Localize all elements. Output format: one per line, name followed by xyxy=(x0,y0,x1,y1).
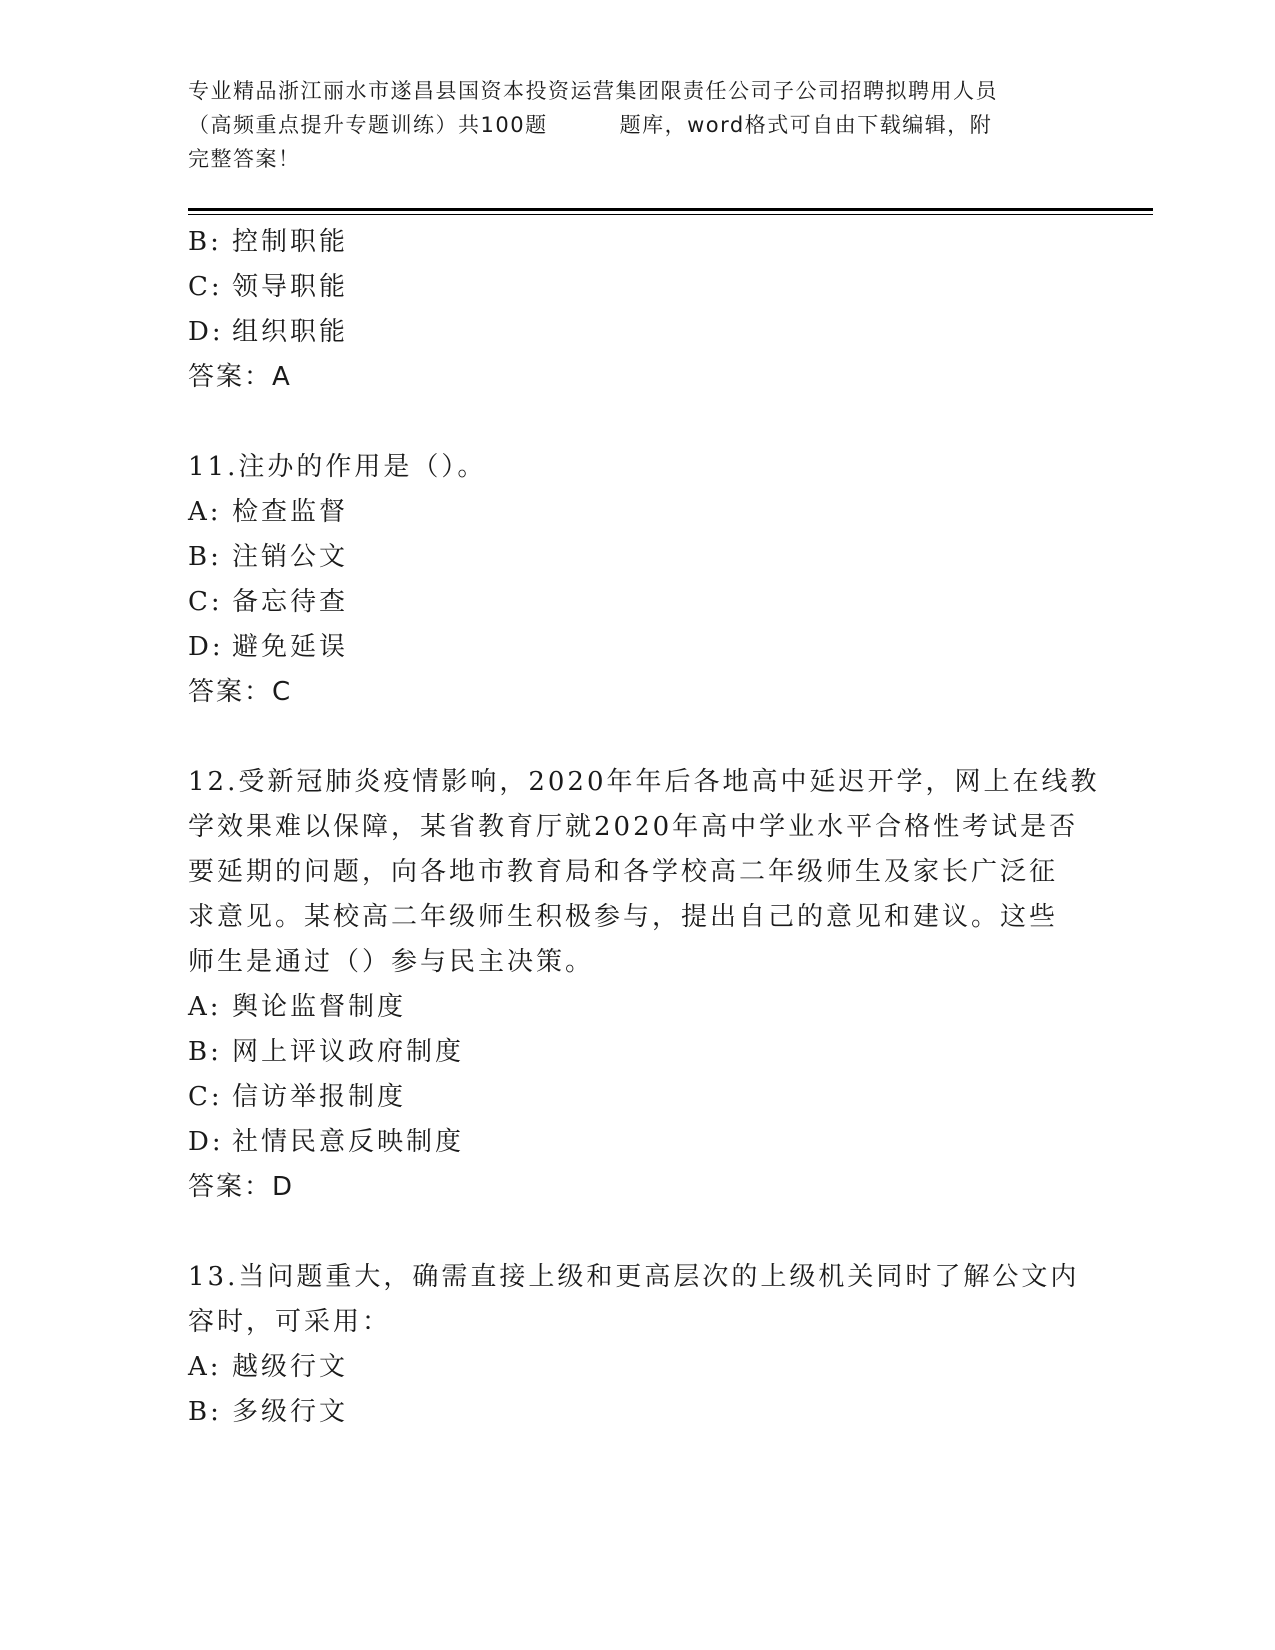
option-c xyxy=(188,265,1088,310)
option-d xyxy=(188,625,1088,670)
question-content xyxy=(188,220,1100,1435)
question-stem-line: 12.受新冠肺炎疫情影响，2020年年后各地高中延迟开学，网上在线教 xyxy=(188,767,1100,797)
option-text: 检查监督 xyxy=(232,497,349,527)
option-key: A: xyxy=(188,992,222,1022)
spacer xyxy=(188,1210,1088,1255)
option-key: B: xyxy=(188,1397,222,1427)
option-b xyxy=(188,1030,1088,1075)
question-11 xyxy=(188,445,1088,715)
option-text: 避免延误 xyxy=(232,632,349,662)
option-text: 越级行文 xyxy=(232,1352,349,1382)
header-divider-thin xyxy=(188,214,1153,215)
header-line-2 xyxy=(188,108,1088,142)
option-key: D: xyxy=(188,317,224,347)
option-key: A: xyxy=(188,1352,222,1382)
option-key: D: xyxy=(188,632,224,662)
option-a xyxy=(188,1345,1088,1390)
question-12 xyxy=(188,760,1100,1210)
option-a xyxy=(188,985,1088,1030)
question-stem-line: 容时，可采用： xyxy=(188,1307,392,1337)
question-stem-line: 要延期的问题，向各地市教育局和各学校高二年级师生及家长广泛征 xyxy=(188,857,1059,887)
header-line-3: 完整答案！ xyxy=(188,147,301,171)
option-key: B: xyxy=(188,1037,222,1067)
option-text: 领导职能 xyxy=(232,272,349,302)
option-b xyxy=(188,535,1088,580)
option-key: C: xyxy=(188,272,223,302)
option-text: 舆论监督制度 xyxy=(232,992,407,1022)
option-text: 控制职能 xyxy=(232,227,349,257)
option-text: 注销公文 xyxy=(232,542,349,572)
option-text: 社情民意反映制度 xyxy=(232,1127,465,1157)
option-d xyxy=(188,1120,1088,1165)
spacer xyxy=(188,715,1088,760)
header-line-2-part-2: 题库，word格式可自由下载编辑，附 xyxy=(619,113,993,137)
option-key: C: xyxy=(188,587,223,617)
option-text: 网上评议政府制度 xyxy=(232,1037,465,1067)
question-stem-line: 学效果难以保障，某省教育厅就2020年高中学业水平合格性考试是否 xyxy=(188,812,1079,842)
document-header xyxy=(188,74,1088,176)
option-text: 多级行文 xyxy=(232,1397,349,1427)
option-c xyxy=(188,580,1088,625)
answer: 答案：A xyxy=(188,362,292,392)
option-text: 信访举报制度 xyxy=(232,1082,407,1112)
question-10-tail xyxy=(188,220,1088,400)
option-b xyxy=(188,220,1088,265)
option-key: C: xyxy=(188,1082,223,1112)
option-text: 组织职能 xyxy=(232,317,349,347)
header-line-2-part-1: （高频重点提升专题训练）共100题 xyxy=(188,113,548,137)
option-a xyxy=(188,490,1088,535)
question-stem: 11.注办的作用是（）。 xyxy=(188,452,487,482)
option-key: D: xyxy=(188,1127,224,1157)
option-key: A: xyxy=(188,497,222,527)
option-c xyxy=(188,1075,1088,1120)
option-key: B: xyxy=(188,542,222,572)
option-b xyxy=(188,1390,1088,1435)
answer: 答案：D xyxy=(188,1172,295,1202)
question-stem-line: 师生是通过（）参与民主决策。 xyxy=(188,947,595,977)
answer: 答案：C xyxy=(188,677,293,707)
question-stem-line: 13.当问题重大，确需直接上级和更高层次的上级机关同时了解公文内 xyxy=(188,1262,1080,1292)
option-text: 备忘待查 xyxy=(232,587,349,617)
header-line-1: 专业精品浙江丽水市遂昌县国资本投资运营集团限责任公司子公司招聘拟聘用人员 xyxy=(188,79,998,103)
option-key: B: xyxy=(188,227,222,257)
option-d xyxy=(188,310,1088,355)
header-divider-thick xyxy=(188,208,1153,211)
spacer xyxy=(188,400,1088,445)
question-13 xyxy=(188,1255,1088,1435)
question-stem-line: 求意见。某校高二年级师生积极参与，提出自己的意见和建议。这些 xyxy=(188,902,1059,932)
